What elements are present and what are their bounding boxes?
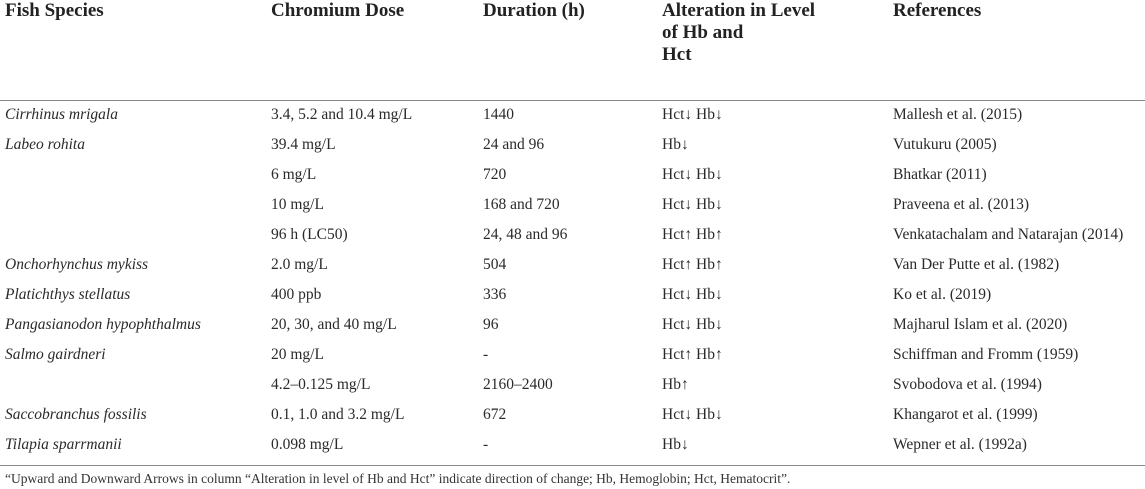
table-row: [0, 430, 1145, 460]
cell-reference: Ko et al. (2019): [893, 286, 992, 303]
cell-alteration: Hct↓ Hb↓: [662, 316, 723, 333]
table-header: [0, 0, 1145, 101]
table-row: [0, 190, 1145, 220]
table-row: [0, 250, 1145, 280]
cell-duration: 24, 48 and 96: [483, 226, 568, 243]
cell-reference: Wepner et al. (1992a): [893, 436, 1027, 453]
cell-duration: 2160–2400: [483, 376, 553, 393]
cell-alteration: Hct↑ Hb↑: [662, 346, 723, 363]
header-duration: Duration (h): [483, 0, 585, 21]
header-alteration-line-3: Hct: [662, 44, 692, 65]
cell-duration: 720: [483, 166, 507, 183]
cell-dose: 39.4 mg/L: [271, 136, 336, 153]
cell-reference: Vutukuru (2005): [893, 136, 997, 153]
cell-reference: Praveena et al. (2013): [893, 196, 1029, 213]
cell-dose: 20, 30, and 40 mg/L: [271, 316, 397, 333]
cell-species: Pangasianodon hypophthalmus: [5, 316, 201, 333]
cell-reference: Bhatkar (2011): [893, 166, 987, 183]
cell-species: Cirrhinus mrigala: [5, 106, 118, 123]
cell-alteration: Hct↓ Hb↓: [662, 406, 723, 423]
cell-dose: 2.0 mg/L: [271, 256, 328, 273]
cell-reference: Mallesh et al. (2015): [893, 106, 1023, 123]
cell-reference: Khangarot et al. (1999): [893, 406, 1038, 423]
cell-species: Tilapia sparrmanii: [5, 436, 122, 453]
cell-dose: 3.4, 5.2 and 10.4 mg/L: [271, 106, 413, 123]
cell-duration: -: [483, 436, 489, 453]
cell-reference: Svobodova et al. (1994): [893, 376, 1042, 393]
table-bottom-rule: [0, 465, 1145, 466]
cell-dose: 20 mg/L: [271, 346, 324, 363]
cell-species: Onchorhynchus mykiss: [5, 256, 149, 273]
cell-species: Platichthys stellatus: [5, 286, 131, 303]
cell-dose: 0.098 mg/L: [271, 436, 344, 453]
cell-duration: 336: [483, 286, 507, 303]
table-row: [0, 100, 1145, 130]
cell-duration: 168 and 720: [483, 196, 560, 213]
cell-dose: 96 h (LC50): [271, 226, 348, 243]
header-dose: Chromium Dose: [271, 0, 405, 21]
cell-dose: 0.1, 1.0 and 3.2 mg/L: [271, 406, 405, 423]
table-footnote: “Upward and Downward Arrows in column “Alteration in level of Hb and Hct” indicate direction of change; Hb, Hemoglobin; Hct, Hematocrit”.: [5, 471, 791, 486]
table-row: [0, 160, 1145, 190]
cell-alteration: Hct↑ Hb↑: [662, 226, 723, 243]
cell-dose: 4.2–0.125 mg/L: [271, 376, 371, 393]
cell-reference: Venkatachalam and Natarajan (2014): [893, 226, 1124, 243]
cell-dose: 10 mg/L: [271, 196, 324, 213]
cell-alteration: Hct↓ Hb↓: [662, 166, 723, 183]
cell-alteration: Hb↓: [662, 136, 689, 153]
cell-species: Salmo gairdneri: [5, 346, 106, 363]
cell-alteration: Hct↓ Hb↓: [662, 286, 723, 303]
header-alteration-line-2: of Hb and: [662, 22, 744, 43]
cell-alteration: Hct↓ Hb↓: [662, 106, 723, 123]
cell-species: Saccobranchus fossilis: [5, 406, 147, 423]
cell-alteration: Hb↓: [662, 436, 689, 453]
table-row: [0, 340, 1145, 370]
cell-species: Labeo rohita: [5, 136, 85, 153]
table-row: [0, 130, 1145, 160]
cell-duration: 504: [483, 256, 507, 273]
table-row: [0, 400, 1145, 430]
table-row: [0, 280, 1145, 310]
cell-reference: Schiffman and Fromm (1959): [893, 346, 1079, 363]
header-alteration: [662, 0, 815, 66]
cell-duration: 24 and 96: [483, 136, 545, 153]
cell-dose: 6 mg/L: [271, 166, 317, 183]
header-references: References: [893, 0, 982, 21]
cell-duration: -: [483, 346, 489, 363]
cell-alteration: Hct↑ Hb↑: [662, 256, 723, 273]
cell-duration: 672: [483, 406, 507, 423]
cell-alteration: Hb↑: [662, 376, 689, 393]
cell-duration: 1440: [483, 106, 514, 123]
table-row: [0, 310, 1145, 340]
table-row: [0, 220, 1145, 250]
cell-reference: Majharul Islam et al. (2020): [893, 316, 1068, 333]
table-row: [0, 370, 1145, 400]
cell-dose: 400 ppb: [271, 286, 322, 303]
header-alteration-line-1: Alteration in Level: [662, 0, 816, 21]
cell-alteration: Hct↓ Hb↓: [662, 196, 723, 213]
cell-reference: Van Der Putte et al. (1982): [893, 256, 1060, 273]
cell-duration: 96: [483, 316, 499, 333]
header-species: Fish Species: [5, 0, 104, 21]
